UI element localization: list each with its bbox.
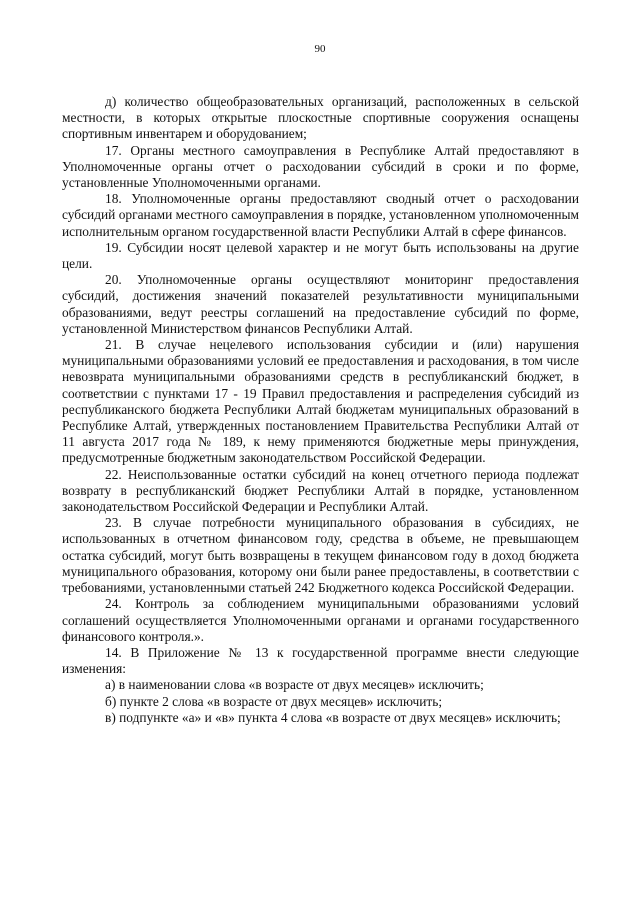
paragraph-17: 17. Органы местного самоуправления в Республике Алтай предоставляют в Уполномоченные органы отчет о расходовании субсидий в сроки и по форме, установленные Уполномоченными органами. [62, 142, 579, 191]
paragraph-20: 20. Уполномоченные органы осуществляют мониторинг предоставления субсидий, достижения значений показателей результативности муниципальными образованиями, ведут реестры соглашений на предоставление субсидий по форме, установленной Министерством финансов Республики Алтай. [62, 272, 579, 336]
paragraph-19: 19. Субсидии носят целевой характер и не могут быть использованы на другие цели. [62, 239, 579, 272]
paragraph-24: 24. Контроль за соблюдением муниципальными образованиями условий соглашений осуществляется Уполномоченными органами и органами государственного финансового контроля.». [62, 596, 579, 644]
paragraph-14: 14. В Приложение № 13 к государственной программе внести следующие изменения: [62, 644, 579, 677]
document-body [62, 94, 579, 726]
sub-item-v: в) подпункте «а» и «в» пункта 4 слова «в возрасте от двух месяцев» исключить; [105, 709, 561, 725]
sub-item-a: а) в наименовании слова «в возрасте от двух месяцев» исключить; [105, 677, 484, 693]
paragraph-item-d: д) количество общеобразовательных организаций, расположенных в сельской местности, в которых открытые плоскостные спортивные сооружения оснащены спортивным инвентарем и оборудованием; [62, 94, 579, 142]
sub-item-b: б) пункте 2 слова «в возрасте от двух месяцев» исключить; [105, 693, 443, 709]
paragraph-18: 18. Уполномоченные органы предоставляют сводный отчет о расходовании субсидий органами местного самоуправления в порядке, установленном уполномоченным исполнительным органом государственной власти Республики Алтай в сфере финансов. [62, 191, 579, 239]
page-number: 90 [314, 43, 326, 55]
paragraph-21: 21. В случае нецелевого использования субсидии и (или) нарушения муниципальными образованиями условий ее предоставления и расходования, в том числе невозврата муниципальными образованиями средств в республиканский бюджет, в соответствии с пунктами 17 - 19 Правил предоставления и распределения субсидий из республиканского бюджета Республики Алтай бюджетам муниципальных образований в Республике Алтай, утвержденных постановлением Правительства Республики Алтай от 11 августа 2017 года № 189, к нему применяются бюджетные меры принуждения, предусмотренные бюджетным законодательством Российской Федерации. [62, 337, 579, 466]
paragraph-23: 23. В случае потребности муниципального образования в субсидиях, не использованных в отчетном финансовом году, средства в объеме, не превышающем остатка субсидий, могут быть возвращены в текущем финансовом году в доход бюджета муниципального образования, которому они были ранее предоставлены, в соответствии с требованиями, установленными статьей 242 Бюджетного кодекса Российской Федерации. [62, 515, 579, 596]
paragraph-22: 22. Неиспользованные остатки субсидий на конец отчетного периода подлежат возврату в республиканский бюджет Республики Алтай в порядке, установленном законодательством Российской Федерации и Республики Алтай. [62, 466, 579, 515]
